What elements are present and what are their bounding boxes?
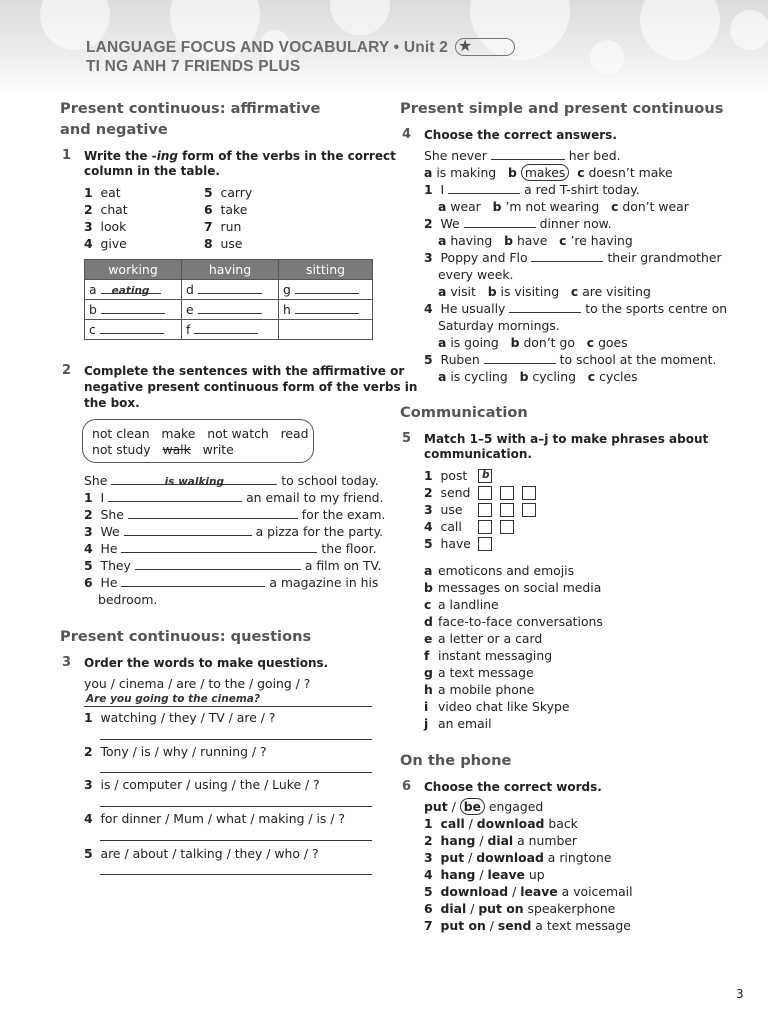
answer-line[interactable] bbox=[100, 739, 372, 740]
exercise-number: 6 bbox=[402, 779, 412, 794]
table-header: working bbox=[85, 260, 182, 280]
question-item: 5 are / about / talking / they / who / ? bbox=[84, 846, 319, 861]
match-phrase: g a text message bbox=[424, 665, 534, 680]
word-choice-item: 4 hang / leave up bbox=[424, 867, 545, 882]
answer-line[interactable] bbox=[100, 772, 372, 773]
section-title-questions: Present continuous: questions bbox=[60, 628, 312, 645]
section-title-on-the-phone: On the phone bbox=[400, 752, 512, 769]
table-cell[interactable]: e bbox=[182, 300, 279, 320]
word-choice-example: put / be engaged bbox=[424, 799, 544, 814]
header-title: LANGUAGE FOCUS AND VOCABULARY • Unit 2 bbox=[86, 39, 449, 56]
question-item: 3 is / computer / using / the / Luke / ? bbox=[84, 777, 320, 792]
choice-item: 1 I a red T-shirt today. bbox=[424, 182, 640, 197]
answer-box[interactable] bbox=[500, 520, 514, 534]
answer-blank[interactable] bbox=[484, 352, 556, 364]
table-cell[interactable]: a eating bbox=[85, 280, 182, 300]
choice-options: a wear b ’m not wearing c don’t wear bbox=[438, 199, 689, 214]
match-phrase: d face-to-face conversations bbox=[424, 614, 603, 629]
answer-box[interactable] bbox=[500, 503, 514, 517]
header-subtitle: TI NG ANH 7 FRIENDS PLUS bbox=[86, 58, 301, 75]
example-answer: eating bbox=[111, 285, 150, 297]
answer-blank[interactable] bbox=[448, 182, 520, 194]
answer-box[interactable] bbox=[478, 469, 492, 483]
crossed-word: walk bbox=[162, 442, 191, 457]
word-choice-item: 7 put on / send a text message bbox=[424, 918, 631, 933]
example-answer: Are you going to the cinema? bbox=[86, 693, 260, 705]
exercise-instruction: column in the table. bbox=[84, 164, 220, 178]
match-phrase: c a landline bbox=[424, 597, 499, 612]
page-number: 3 bbox=[736, 987, 744, 1001]
answer-blank[interactable] bbox=[464, 216, 536, 228]
answer-box[interactable] bbox=[478, 486, 492, 500]
section-title-communication: Communication bbox=[400, 404, 528, 421]
answer-box[interactable] bbox=[522, 486, 536, 500]
match-verb: 1 post bbox=[424, 468, 468, 483]
answer-blank[interactable] bbox=[509, 301, 581, 313]
verb-item: 4 give bbox=[84, 236, 127, 251]
question-example: you / cinema / are / to the / going / ? bbox=[84, 676, 311, 691]
sentence-item: 3 We a pizza for the party. bbox=[84, 524, 384, 539]
choice-options: a visit b is visiting c are visiting bbox=[438, 284, 651, 299]
choice-options: a having b have c ’re having bbox=[438, 233, 633, 248]
table-cell bbox=[279, 320, 373, 340]
sentence-item: 1 I an email to my friend. bbox=[84, 490, 384, 505]
circled-answer: be bbox=[460, 798, 485, 815]
answer-line[interactable] bbox=[84, 706, 372, 707]
word-box-row: not clean make not watch read bbox=[92, 426, 309, 441]
match-verb: 5 have bbox=[424, 536, 471, 551]
table-cell[interactable]: f bbox=[182, 320, 279, 340]
circled-answer: makes bbox=[521, 164, 569, 181]
table-cell[interactable]: h bbox=[279, 300, 373, 320]
table-header: having bbox=[182, 260, 279, 280]
match-verb: 2 send bbox=[424, 485, 471, 500]
exercise-instruction: communication. bbox=[424, 447, 532, 461]
verb-item: 2 chat bbox=[84, 202, 128, 217]
exercise-number: 1 bbox=[62, 148, 72, 163]
match-phrase: e a letter or a card bbox=[424, 631, 543, 646]
word-box-row: not study walk write bbox=[92, 442, 234, 457]
section-title-affirmative: Present continuous: affirmative bbox=[60, 100, 321, 117]
verb-item: 7 run bbox=[204, 219, 242, 234]
answer-blank[interactable] bbox=[124, 524, 252, 536]
answer-blank[interactable] bbox=[121, 575, 265, 587]
table-cell[interactable]: c bbox=[85, 320, 182, 340]
match-verb: 3 use bbox=[424, 502, 463, 517]
answer-blank[interactable] bbox=[531, 250, 603, 262]
answer-blank[interactable] bbox=[135, 558, 301, 570]
question-item: 1 watching / they / TV / are / ? bbox=[84, 710, 276, 725]
answer-blank[interactable] bbox=[121, 541, 317, 553]
example-answer: is walking bbox=[164, 476, 225, 488]
answer-line[interactable] bbox=[100, 874, 372, 875]
choice-options: a is going b don’t go c goes bbox=[438, 335, 628, 350]
verb-table bbox=[84, 259, 373, 340]
exercise-instruction: Write the -ing form of the verbs in the correct bbox=[84, 149, 396, 163]
sentence-continuation: bedroom. bbox=[98, 592, 158, 607]
verb-item: 5 carry bbox=[204, 185, 253, 200]
table-row bbox=[85, 280, 373, 300]
exercise-instruction: Complete the sentences with the affirmative or bbox=[84, 364, 405, 378]
match-phrase: b messages on social media bbox=[424, 580, 602, 595]
word-choice-item: 6 dial / put on speakerphone bbox=[424, 901, 616, 916]
verb-item: 3 look bbox=[84, 219, 127, 234]
exercise-instruction: Match 1–5 with a–j to make phrases about bbox=[424, 432, 709, 446]
match-phrase: a emoticons and emojis bbox=[424, 563, 575, 578]
choice-options: a is making b makes c doesn’t make bbox=[424, 165, 673, 180]
word-choice-item: 2 hang / dial a number bbox=[424, 833, 578, 848]
word-choice-item: 3 put / download a ringtone bbox=[424, 850, 612, 865]
exercise-instruction: the box. bbox=[84, 396, 140, 410]
match-phrase: f instant messaging bbox=[424, 648, 553, 663]
section-title-present-simple: Present simple and present continuous bbox=[400, 100, 724, 117]
sentence-example: She is walking to school today. bbox=[84, 473, 379, 488]
choice-options: a is cycling b cycling c cycles bbox=[438, 369, 638, 384]
match-phrase: i video chat like Skype bbox=[424, 699, 570, 714]
choice-item: 2 We dinner now. bbox=[424, 216, 612, 231]
choice-example: She never her bed. bbox=[424, 148, 621, 163]
word-choice-item: 1 call / download back bbox=[424, 816, 578, 831]
word-choice-item: 5 download / leave a voicemail bbox=[424, 884, 633, 899]
answer-box[interactable] bbox=[500, 486, 514, 500]
verb-item: 6 take bbox=[204, 202, 248, 217]
answer-box[interactable] bbox=[522, 503, 536, 517]
verb-item: 8 use bbox=[204, 236, 243, 251]
answer-box[interactable] bbox=[478, 537, 492, 551]
answer-box[interactable] bbox=[478, 520, 492, 534]
exercise-instruction: Order the words to make questions. bbox=[84, 656, 329, 670]
exercise-instruction: Choose the correct words. bbox=[424, 780, 602, 794]
table-cell[interactable]: g bbox=[279, 280, 373, 300]
table-cell[interactable]: b bbox=[85, 300, 182, 320]
table-row bbox=[85, 320, 373, 340]
question-item: 4 for dinner / Mum / what / making / is / ? bbox=[84, 811, 346, 826]
choice-item: 5 Ruben to school at the moment. bbox=[424, 352, 717, 367]
exercise-instruction: Choose the correct answers. bbox=[424, 128, 617, 142]
answer-box[interactable] bbox=[478, 503, 492, 517]
sentence-item: 6 He a magazine in his bbox=[84, 575, 379, 590]
table-header: sitting bbox=[279, 260, 373, 280]
exercise-number: 3 bbox=[62, 655, 72, 670]
exercise-number: 4 bbox=[402, 127, 412, 142]
choice-item: 4 He usually to the sports centre on bbox=[424, 301, 728, 316]
choice-continuation: every week. bbox=[438, 267, 514, 282]
sentence-item: 2 She for the exam. bbox=[84, 507, 386, 522]
answer-line[interactable] bbox=[100, 840, 372, 841]
choice-item: 3 Poppy and Flo their grandmother bbox=[424, 250, 722, 265]
table-row bbox=[85, 300, 373, 320]
choice-continuation: Saturday mornings. bbox=[438, 318, 560, 333]
section-title-negative: and negative bbox=[60, 121, 168, 138]
sentence-item: 5 They a film on TV. bbox=[84, 558, 382, 573]
answer-line[interactable] bbox=[100, 806, 372, 807]
example-answer: b bbox=[482, 469, 490, 481]
exercise-number: 2 bbox=[62, 363, 72, 378]
answer-blank[interactable] bbox=[108, 490, 242, 502]
table-cell[interactable]: d bbox=[182, 280, 279, 300]
verb-item: 1 eat bbox=[84, 185, 121, 200]
star-icon: ★ bbox=[458, 36, 473, 55]
question-item: 2 Tony / is / why / running / ? bbox=[84, 744, 267, 759]
exercise-number: 5 bbox=[402, 431, 412, 446]
answer-blank[interactable] bbox=[128, 507, 298, 519]
exercise-instruction: negative present continuous form of the verbs in bbox=[84, 380, 418, 394]
level-badge bbox=[455, 38, 515, 56]
match-verb: 4 call bbox=[424, 519, 462, 534]
match-phrase: j an email bbox=[424, 716, 492, 731]
match-phrase: h a mobile phone bbox=[424, 682, 535, 697]
sentence-item: 4 He the floor. bbox=[84, 541, 377, 556]
